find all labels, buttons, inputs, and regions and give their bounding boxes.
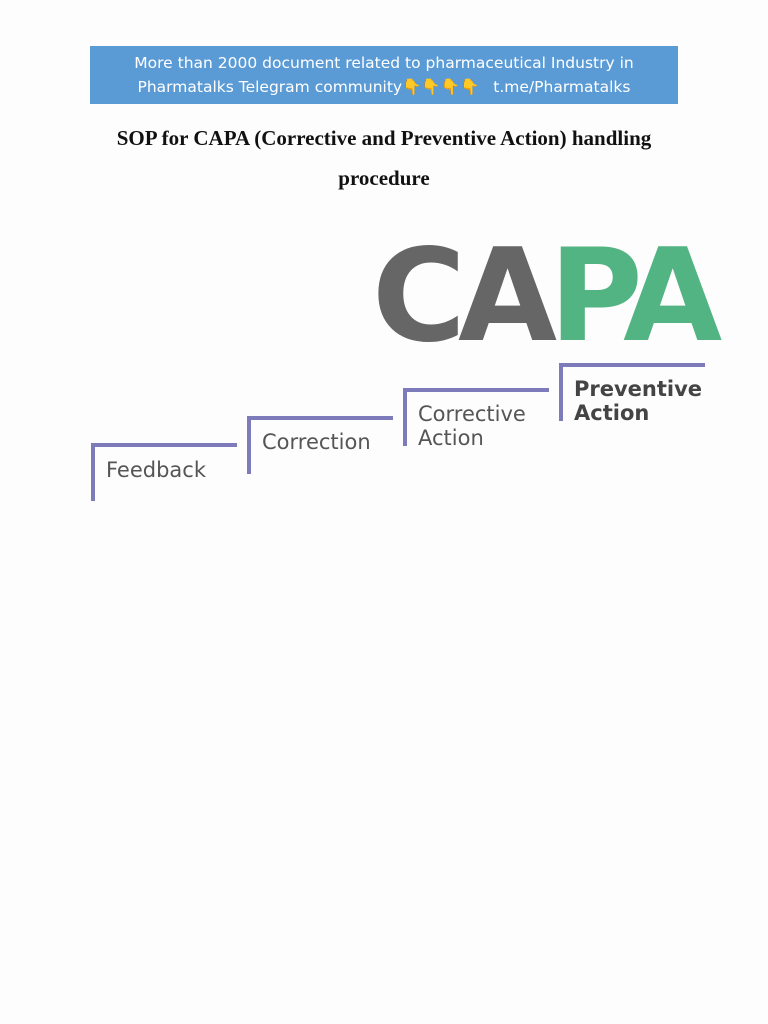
capa-logo-pa: PA: [549, 222, 715, 371]
step-feedback-label: [106, 458, 206, 482]
banner-line-1: More than 2000 document related to pharmaceutical Industry in: [134, 54, 634, 72]
banner-community-text: Pharmatalks Telegram community👇👇👇👇: [137, 78, 480, 96]
step-corrective-action-line-1: Corrective: [418, 402, 526, 426]
step-correction-label: [262, 430, 371, 454]
step-preventive-action-line-2: Action: [574, 401, 650, 425]
document-title: [60, 118, 708, 198]
step-corrective-action-label: [418, 402, 526, 450]
title-line-1: SOP for CAPA (Corrective and Preventive Action) handling: [116, 126, 652, 150]
title-line-2: procedure: [338, 166, 430, 190]
step-corrective-action-line-2: Action: [418, 426, 484, 450]
telegram-banner-link[interactable]: [90, 46, 678, 104]
step-correction-text: Correction: [262, 430, 371, 454]
capa-logo: [372, 222, 715, 371]
step-preventive-action-label: [574, 377, 702, 425]
banner-line-2: [90, 75, 678, 99]
step-feedback-text: Feedback: [106, 458, 207, 482]
banner-telegram-url[interactable]: t.me/Pharmatalks: [493, 78, 631, 96]
capa-logo-ca: CA: [372, 222, 549, 371]
step-preventive-action-line-1: Preventive: [574, 377, 703, 401]
